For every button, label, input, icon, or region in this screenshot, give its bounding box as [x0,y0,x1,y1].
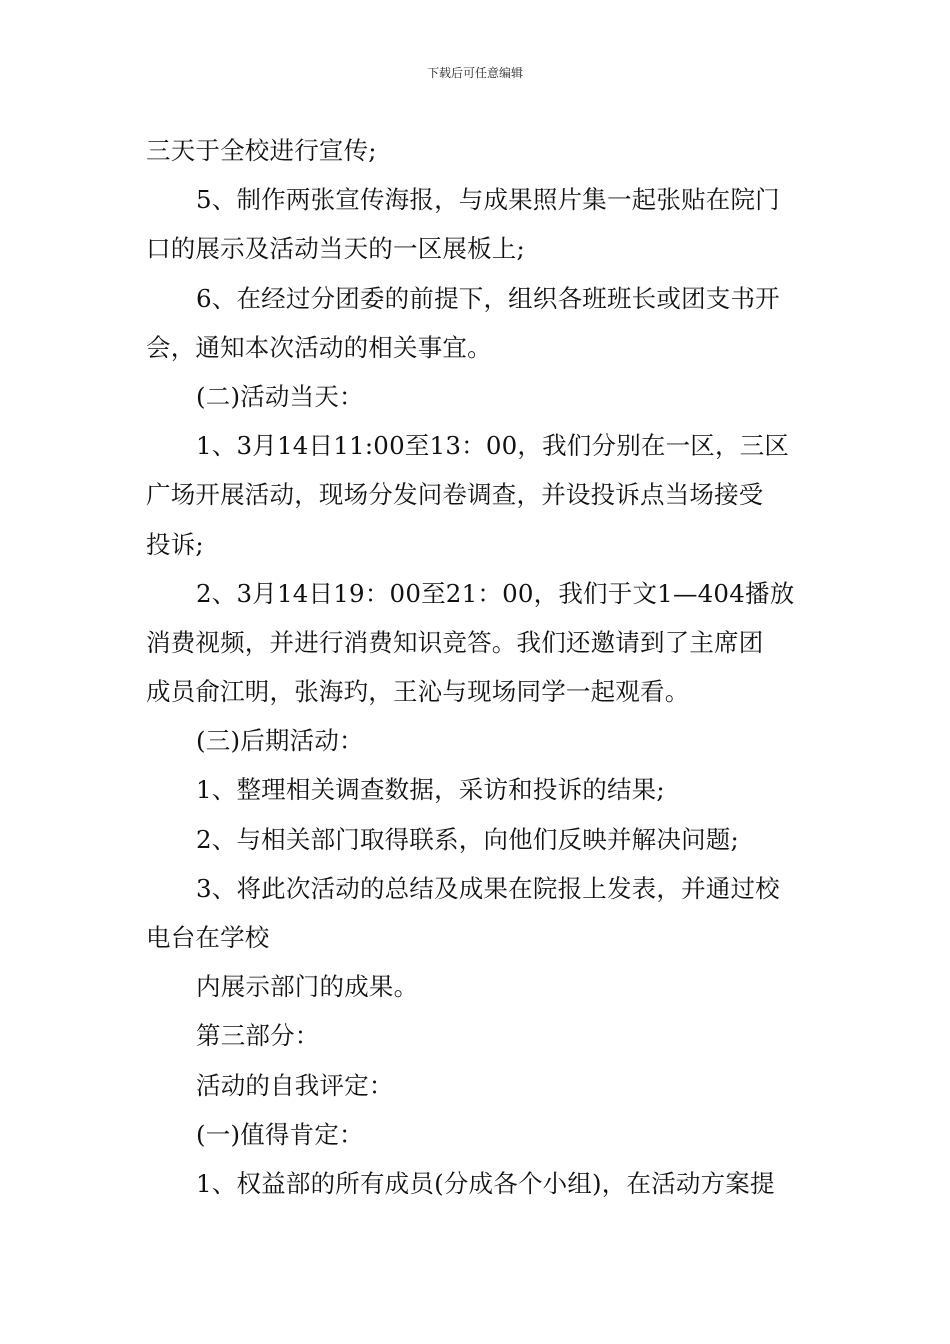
text-line: 成员俞江明，张海玓，王沁与现场同学一起观看。 [146,677,690,707]
text-line: 内展示部门的成果。 [196,972,419,1002]
section-heading: (一)值得肯定： [196,1119,364,1149]
text-line: 1、整理相关调查数据，采访和投诉的结果; [196,775,665,805]
text-line: 投诉; [146,529,204,559]
section-heading: 第三部分： [196,1021,320,1051]
text-line: 2、与相关部门取得联系，向他们反映并解决问题; [196,824,739,854]
text-line: 1、3月14日11:00至13：00，我们分别在一区，三区 [196,431,790,461]
page-header: 下载后可任意编辑 [426,66,523,80]
text-line: 三天于全校进行宣传; [146,136,377,165]
text-line: 会，通知本次活动的相关事宜。 [146,332,492,362]
text-line: 3、将此次活动的总结及成果在院报上发表，并通过校 [196,873,780,903]
text-line: 广场开展活动，现场分发问卷调查，并设投诉点当场接受 [146,480,764,510]
text-line: 1、权益部的所有成员(分成各个小组)，在活动方案提 [196,1168,775,1198]
text-line: 电台在学校 [146,923,270,952]
text-line: 口的展示及活动当天的一区展板上; [146,234,525,264]
section-heading: 活动的自我评定： [196,1070,394,1100]
section-heading: (三)后期活动： [196,726,364,756]
text-line: 6、在经过分团委的前提下，组织各班班长或团支书开 [196,283,780,313]
document-body [146,126,808,1208]
text-line: 消费视频，并进行消费知识竞答。我们还邀请到了主席团 [146,627,764,657]
text-line: 2、3月14日19：00至21：00，我们于文1—404播放 [196,578,795,608]
text-line: 5、制作两张宣传海报，与成果照片集一起张贴在院门 [196,185,780,215]
section-heading: (二)活动当天： [196,381,364,411]
